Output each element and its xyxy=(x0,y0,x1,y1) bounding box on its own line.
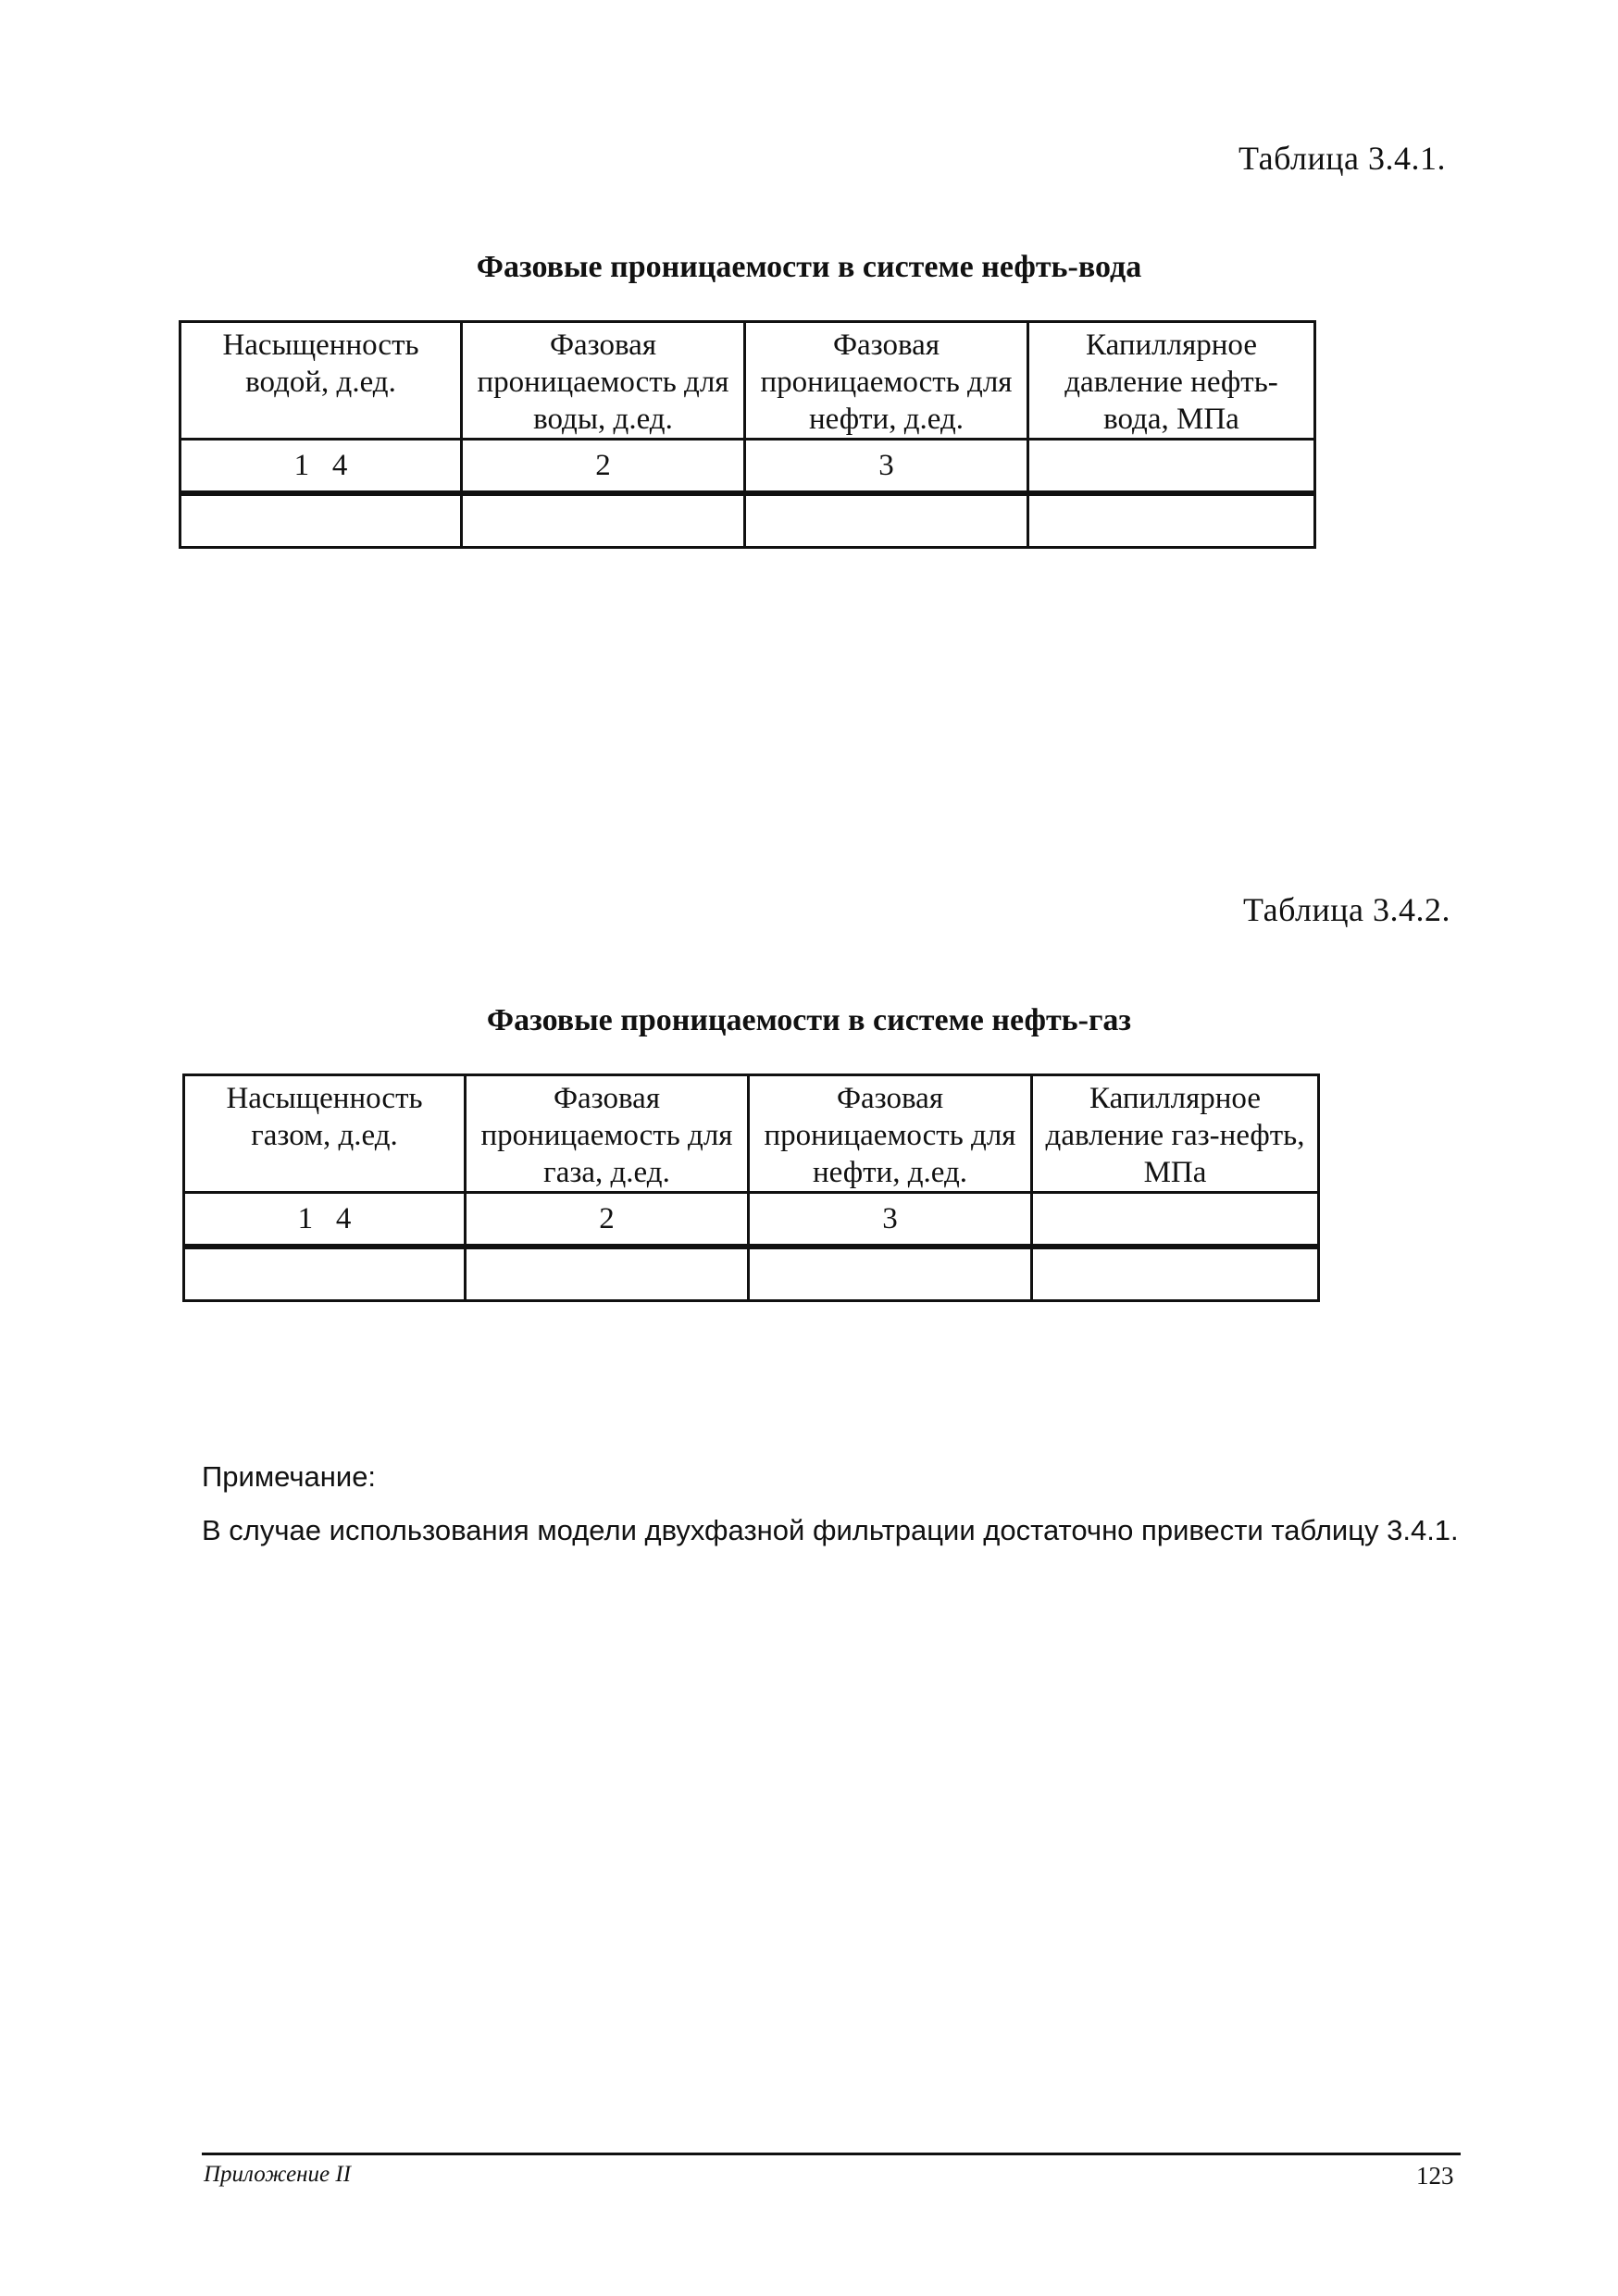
permeability-table-oil-water xyxy=(179,320,1316,549)
permeability-table-oil-gas xyxy=(182,1074,1320,1302)
footer-section-name: Приложение II xyxy=(204,2162,352,2187)
note-text: В случае использования модели двухфазной фильтрации достаточно привести таблицу 3.4.1. xyxy=(202,1514,1459,1546)
header-cell: Фазовая проницаемость для газа, д.ед. xyxy=(466,1075,749,1193)
column-number-cell: 3 xyxy=(749,1193,1032,1247)
empty-cell xyxy=(184,1247,466,1301)
table-label: Таблица 3.4.1. xyxy=(1238,140,1446,177)
note-label: Примечание: xyxy=(202,1460,377,1493)
header-cell: Фазовая проницаемость для нефти, д.ед. xyxy=(749,1075,1032,1193)
header-cell: Капиллярное давление газ-нефть, МПа xyxy=(1032,1075,1319,1193)
table-label: Таблица 3.4.2. xyxy=(1243,891,1450,928)
footer-divider xyxy=(202,2153,1461,2155)
header-cell: Фазовая проницаемость для нефти, д.ед. xyxy=(745,322,1028,440)
column-number-row xyxy=(184,1193,1319,1247)
column-number-cell xyxy=(1032,1193,1319,1247)
header-cell: Капиллярное давление нефть-вода, МПа xyxy=(1028,322,1315,440)
table-row xyxy=(180,493,1315,548)
empty-cell xyxy=(1032,1247,1319,1301)
page-number: 123 xyxy=(1416,2162,1454,2190)
column-number-cell: 2 xyxy=(462,440,745,494)
empty-cell xyxy=(749,1247,1032,1301)
header-cell: Насыщенность водой, д.ед. xyxy=(180,322,462,440)
column-number-row xyxy=(180,440,1315,494)
column-number-cell xyxy=(1028,440,1315,494)
column-number-cell: 1 4 xyxy=(184,1193,466,1247)
empty-cell xyxy=(462,493,745,548)
empty-cell xyxy=(466,1247,749,1301)
empty-cell xyxy=(745,493,1028,548)
column-number-cell: 2 xyxy=(466,1193,749,1247)
table-title: Фазовые проницаемости в системе нефть-газ xyxy=(486,1003,1132,1037)
header-cell: Фазовая проницаемость для воды, д.ед. xyxy=(462,322,745,440)
empty-cell xyxy=(180,493,462,548)
column-number-cell: 3 xyxy=(745,440,1028,494)
table-title: Фазовые проницаемости в системе нефть-вода xyxy=(476,250,1142,284)
header-cell: Насыщенность газом, д.ед. xyxy=(184,1075,466,1193)
table-header-row xyxy=(180,322,1315,440)
empty-cell xyxy=(1028,493,1315,548)
table-row xyxy=(184,1247,1319,1301)
table-header-row xyxy=(184,1075,1319,1193)
column-number-cell: 1 4 xyxy=(180,440,462,494)
